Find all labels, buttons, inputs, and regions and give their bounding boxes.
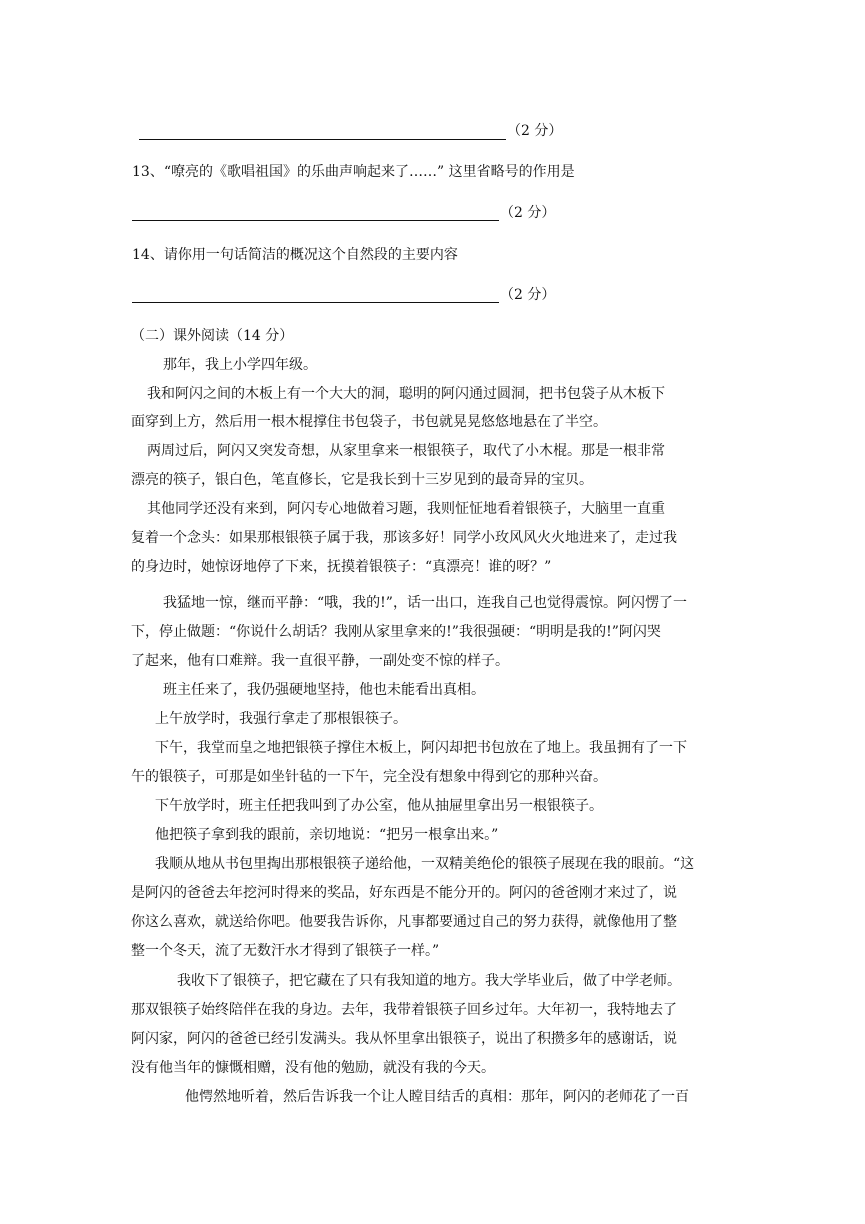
passage-line: 他愕然地听着，然后告诉我一个让人瞠目结舌的真相：那年，阿闪的老师花了一百	[185, 1089, 689, 1105]
passage-line: 面穿到上方，然后用一根木棍撑住书包袋子，书包就晃晃悠悠地悬在了半空。	[131, 414, 607, 430]
score-q13: （2 分）	[500, 205, 556, 221]
section-heading: （二）课外阅读（14 分）	[131, 328, 294, 344]
passage-line: 的身边时，她惊讶地停了下来，抚摸着银筷子：“真漂亮！谁的呀？”	[131, 559, 552, 575]
score-q14: （2 分）	[500, 287, 556, 303]
passage-line: 那年，我上小学四年级。	[163, 357, 317, 373]
passage-line: 上午放学时，我强行拿走了那根银筷子。	[155, 711, 407, 727]
passage-line: 班主任来了，我仍强硬地坚持，他也未能看出真相。	[163, 682, 485, 698]
passage-line: 下午，我堂而皇之地把银筷子撑住木板上，阿闪却把书包放在了地上。我虽拥有了一下	[155, 740, 687, 756]
passage-line: 我顺从地从书包里掏出那根银筷子递给他，一双精美绝伦的银筷子展现在我的眼前。“这	[155, 856, 695, 872]
passage-line: 复着一个念头：如果那根银筷子属于我，那该多好！同学小玫风风火火地进来了，走过我	[131, 530, 677, 546]
passage-line: 那双银筷子始终陪伴在我的身边。去年，我带着银筷子回乡过年。大年初一，我特地去了	[131, 1002, 677, 1018]
passage-line: 他把筷子拿到我的跟前，亲切地说：“把另一根拿出来。”	[155, 827, 499, 843]
passage-line: 下，停止做题：“你说什么胡话？我刚从家里拿来的!”我很强硬：“明明是我的!”阿闪哭	[131, 624, 661, 640]
score-q12: （2 分）	[507, 123, 563, 139]
passage-line: 漂亮的筷子，银白色，笔直修长，它是我长到十三岁见到的最奇异的宝贝。	[131, 472, 593, 488]
passage-line: 我和阿闪之间的木板上有一个大大的洞，聪明的阿闪通过圆洞，把书包袋子从木板下	[147, 386, 665, 402]
answer-blank-q12[interactable]	[139, 139, 506, 140]
answer-blank-q14[interactable]	[132, 302, 499, 303]
passage-line: 午的银筷子，可那是如坐针毡的一下午，完全没有想象中得到它的那种兴奋。	[131, 769, 607, 785]
passage-line: 其他同学还没有来到，阿闪专心地做着习题，我则怔怔地看着银筷子，大脑里一直重	[147, 501, 665, 517]
passage-line: 你这么喜欢，就送给你吧。他要我告诉你，凡事都要通过自己的努力获得，就像他用了整	[131, 914, 677, 930]
question-13: 13、“嘹亮的《歌唱祖国》的乐曲声响起来了……” 这里省略号的作用是	[132, 164, 575, 180]
answer-blank-q13[interactable]	[132, 220, 499, 221]
passage-line: 下午放学时，班主任把我叫到了办公室，他从抽屉里拿出另一根银筷子。	[155, 798, 603, 814]
passage-line: 两周过后，阿闪又突发奇想，从家里拿来一根银筷子，取代了小木棍。那是一根非常	[147, 443, 665, 459]
passage-line: 整一个冬天，流了无数汗水才得到了银筷子一样。”	[131, 943, 440, 959]
passage-line: 阿闪家，阿闪的爸爸已经引发满头。我从怀里拿出银筷子，说出了积攒多年的感谢话，说	[131, 1031, 677, 1047]
passage-line: 我收下了银筷子，把它藏在了只有我知道的地方。我大学毕业后，做了中学老师。	[177, 973, 681, 989]
passage-line: 是阿闪的爸爸去年挖河时得来的奖品，好东西是不能分开的。阿闪的爸爸刚才来过了，说	[131, 885, 677, 901]
question-14: 14、请你用一句话简洁的概况这个自然段的主要内容	[132, 247, 458, 263]
passage-line: 了起来，他有口难辩。我一直很平静，一副处变不惊的样子。	[131, 653, 509, 669]
passage-line: 我猛地一惊，继而平静：“哦，我的!”，话一出口，连我自己也觉得震惊。阿闪愣了一	[163, 595, 687, 611]
passage-line: 没有他当年的慷慨相赠，没有他的勉励，就没有我的今天。	[131, 1060, 495, 1076]
